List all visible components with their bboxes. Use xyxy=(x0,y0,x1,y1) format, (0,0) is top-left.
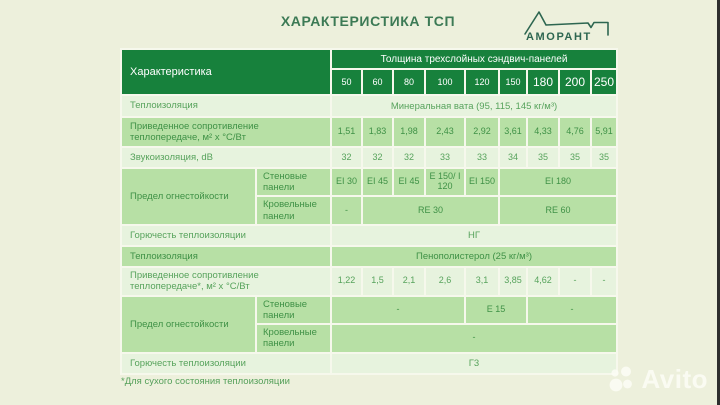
row-label: Теплоизоляция xyxy=(121,95,331,117)
row-insulation-mineral xyxy=(121,95,617,117)
characteristics-table xyxy=(120,48,618,375)
value-cell: 35 xyxy=(591,147,617,168)
value-cell: 5,91 xyxy=(591,117,617,147)
col-header-250: 250 xyxy=(591,69,617,95)
value-cell: - xyxy=(331,296,465,324)
footnote: *Для сухого состояния теплоизоляции xyxy=(121,376,290,387)
header-row-top xyxy=(121,49,617,69)
corner-header: Характеристика xyxy=(121,49,331,95)
characteristics-table-wrapper xyxy=(120,48,618,375)
value-cell: EI 180 xyxy=(499,168,617,196)
row-fire-resistance-2-wall xyxy=(121,296,617,324)
row-flammability-2 xyxy=(121,353,617,374)
value-cell: 2,43 xyxy=(425,117,465,147)
avito-logo-icon xyxy=(607,365,637,395)
value-cell: 33 xyxy=(425,147,465,168)
row-label: Предел огнестойкости xyxy=(121,296,256,353)
value-cell: E 15 xyxy=(465,296,527,324)
thickness-span-header: Толщина трехслойных сэндвич-панелей xyxy=(331,49,617,69)
value-cell: 34 xyxy=(499,147,527,168)
value-cell: 3,1 xyxy=(465,267,499,296)
col-header-80: 80 xyxy=(393,69,425,95)
value-cell: 4,76 xyxy=(559,117,591,147)
value-cell: - xyxy=(331,196,362,224)
row-heat-resistance-2 xyxy=(121,267,617,296)
value-cell: - xyxy=(591,267,617,296)
value-cell: RE 60 xyxy=(499,196,617,224)
value-cell: 1,5 xyxy=(362,267,393,296)
value-cell: EI 45 xyxy=(393,168,425,196)
value-cell: 2,92 xyxy=(465,117,499,147)
row-label: Горючесть теплоизоляции xyxy=(121,225,331,246)
row-label: Звукоизоляция, dB xyxy=(121,147,331,168)
value-cell: 35 xyxy=(559,147,591,168)
row-flammability-1 xyxy=(121,225,617,246)
value-cell: 33 xyxy=(465,147,499,168)
value-cell: 32 xyxy=(393,147,425,168)
value-cell: EI 150 xyxy=(465,168,499,196)
row-value: Пенополистерол (25 кг/м³) xyxy=(331,246,617,267)
amorant-logo xyxy=(519,7,615,47)
col-header-200: 200 xyxy=(559,69,591,95)
col-header-50: 50 xyxy=(331,69,362,95)
sub-label-wall-panels: Стеновые панели xyxy=(256,168,331,196)
col-header-180: 180 xyxy=(527,69,559,95)
value-cell: 4,33 xyxy=(527,117,559,147)
value-cell: E 150/ I 120 xyxy=(425,168,465,196)
row-label: Приведенное сопротивление теплопередаче, м² х °С/Вт xyxy=(121,117,331,147)
row-label: Приведенное сопротивление теплопередаче*, м² х °С/Вт xyxy=(121,267,331,296)
value-cell: 2,1 xyxy=(393,267,425,296)
value-cell: 3,61 xyxy=(499,117,527,147)
value-cell: 1,98 xyxy=(393,117,425,147)
col-header-120: 120 xyxy=(465,69,499,95)
row-value: Минеральная вата (95, 115, 145 кг/м³) xyxy=(331,95,617,117)
row-insulation-polystyrene xyxy=(121,246,617,267)
logo-wordmark: АМОРАНТ xyxy=(526,31,592,43)
col-header-60: 60 xyxy=(362,69,393,95)
value-cell: RE 30 xyxy=(362,196,499,224)
row-label: Горючесть теплоизоляции xyxy=(121,353,331,374)
row-label: Предел огнестойкости xyxy=(121,168,256,225)
row-label: Теплоизоляция xyxy=(121,246,331,267)
value-cell: 3,85 xyxy=(499,267,527,296)
value-cell: 4,62 xyxy=(527,267,559,296)
row-value: Г3 xyxy=(331,353,617,374)
avito-watermark xyxy=(607,364,708,395)
value-cell: - xyxy=(559,267,591,296)
value-cell: 2,6 xyxy=(425,267,465,296)
value-cell: 35 xyxy=(527,147,559,168)
page-title: ХАРАКТЕРИСТИКА ТСП xyxy=(280,13,456,29)
value-cell: 1,83 xyxy=(362,117,393,147)
row-sound-insulation xyxy=(121,147,617,168)
row-heat-resistance-1 xyxy=(121,117,617,147)
value-cell: - xyxy=(527,296,617,324)
sub-label-wall-panels: Стеновые панели xyxy=(256,296,331,324)
value-cell: EI 45 xyxy=(362,168,393,196)
row-value: НГ xyxy=(331,225,617,246)
sub-label-roof-panels: Кровельные панели xyxy=(256,196,331,224)
col-header-100: 100 xyxy=(425,69,465,95)
row-fire-resistance-1-wall xyxy=(121,168,617,196)
value-cell: 32 xyxy=(362,147,393,168)
value-cell: 1,22 xyxy=(331,267,362,296)
value-cell: 32 xyxy=(331,147,362,168)
col-header-150: 150 xyxy=(499,69,527,95)
value-cell: - xyxy=(331,324,617,352)
avito-wordmark: Avito xyxy=(641,364,708,394)
value-cell: 1,51 xyxy=(331,117,362,147)
sub-label-roof-panels: Кровельные панели xyxy=(256,324,331,352)
value-cell: EI 30 xyxy=(331,168,362,196)
